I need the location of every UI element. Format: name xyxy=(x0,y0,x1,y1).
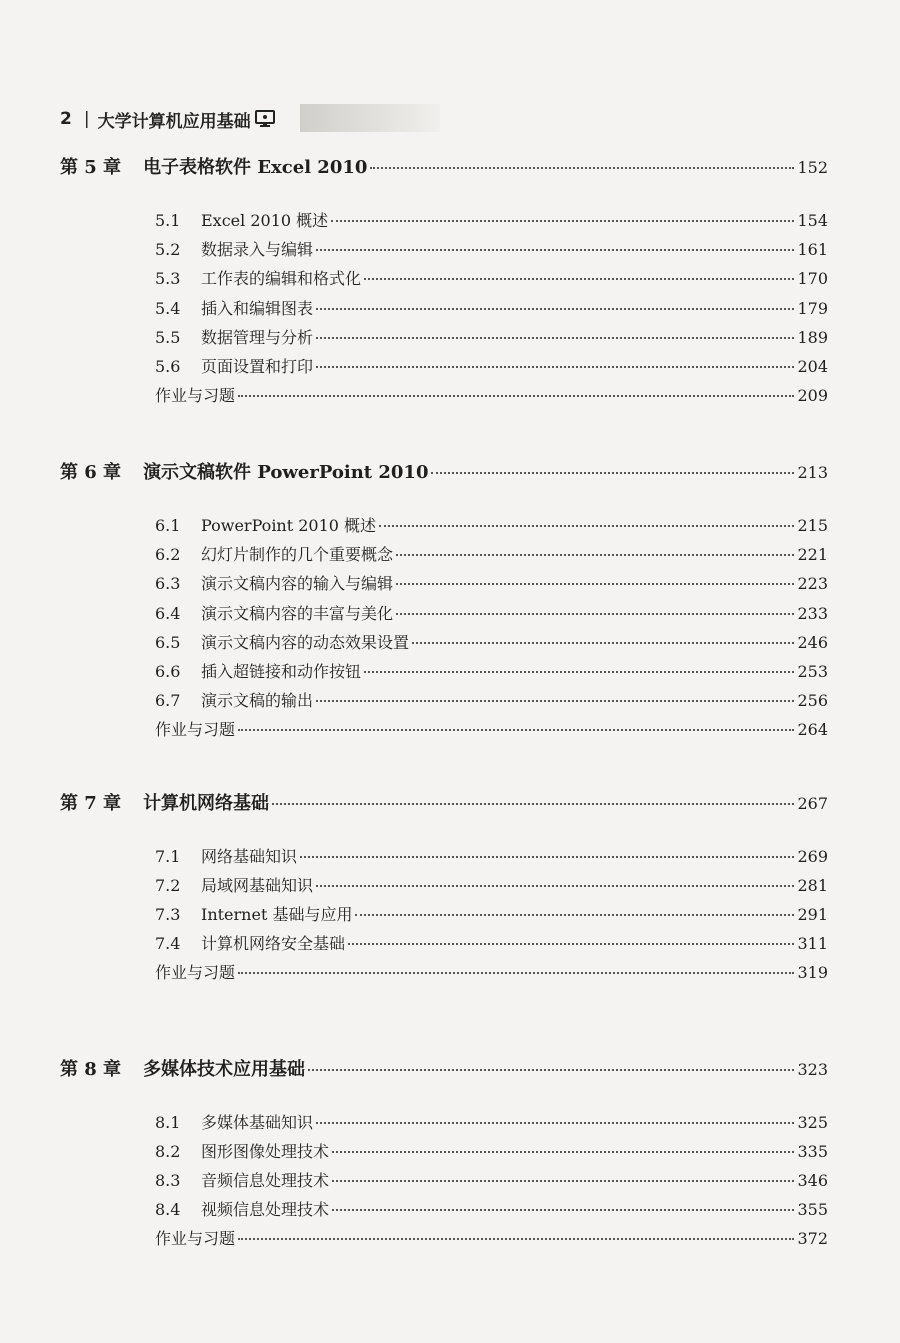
section-number: 6.4 xyxy=(155,603,181,623)
section-title: 数据录入与编辑 xyxy=(201,240,314,260)
dot-leader xyxy=(431,472,794,474)
section-number: 7.1 xyxy=(155,847,181,866)
dot-leader xyxy=(316,1122,794,1124)
section-title: 插入超链接和动作按钮 xyxy=(201,662,362,681)
section-title: 演示文稿的输出 xyxy=(201,691,314,711)
section-title: 作业与习题 xyxy=(155,1229,236,1248)
section-number: 7.2 xyxy=(155,876,181,895)
section-page: 179 xyxy=(797,298,828,318)
section-title: 工作表的编辑和格式化 xyxy=(201,269,362,289)
section-page: 161 xyxy=(797,240,828,260)
section-title: PowerPoint 2010 概述 xyxy=(201,516,377,535)
section-title: 作业与习题 xyxy=(155,720,236,740)
dot-leader xyxy=(396,554,794,556)
chapter-number: 第 8 章 xyxy=(60,1059,122,1080)
exercises-entry[interactable] xyxy=(155,383,828,406)
dot-leader xyxy=(396,583,794,585)
section-title: 网络基础知识 xyxy=(201,847,298,866)
section-number: 5.3 xyxy=(155,269,181,289)
dot-leader xyxy=(238,972,794,974)
dot-leader xyxy=(364,278,794,280)
section-page: 209 xyxy=(797,386,828,406)
dot-leader xyxy=(348,943,794,945)
chapter-number: 第 7 章 xyxy=(60,793,122,814)
section-number: 6.1 xyxy=(155,516,181,535)
section-page: 372 xyxy=(797,1229,828,1248)
book-title: 大学计算机应用基础 xyxy=(97,111,251,132)
section-page: 355 xyxy=(797,1200,828,1219)
section-entry[interactable] xyxy=(155,1110,828,1133)
running-header xyxy=(60,104,275,134)
dot-leader xyxy=(332,1180,794,1182)
section-number: 8.4 xyxy=(155,1200,181,1219)
header-separator: | xyxy=(83,109,90,129)
dot-leader xyxy=(331,220,794,222)
section-number: 6.7 xyxy=(155,691,181,711)
section-number: 8.2 xyxy=(155,1142,181,1161)
dot-leader xyxy=(379,525,794,527)
section-number: 5.6 xyxy=(155,357,181,376)
section-page: 256 xyxy=(797,691,828,711)
section-entry[interactable] xyxy=(155,873,828,896)
dot-leader xyxy=(308,1069,794,1071)
dot-leader xyxy=(316,337,794,339)
section-number: 5.4 xyxy=(155,298,181,318)
section-entry[interactable] xyxy=(155,688,828,711)
chapter-page: 323 xyxy=(797,1060,828,1079)
section-page: 233 xyxy=(797,603,828,623)
dot-leader xyxy=(272,803,794,805)
section-page: 281 xyxy=(797,876,828,895)
section-number: 5.1 xyxy=(155,211,181,230)
section-entry[interactable] xyxy=(155,354,828,377)
section-title: Excel 2010 概述 xyxy=(201,211,329,230)
section-entry[interactable] xyxy=(155,1168,828,1191)
computer-monitor-icon xyxy=(255,110,275,128)
section-number: 5.2 xyxy=(155,240,181,260)
dot-leader xyxy=(355,914,794,916)
section-page: 221 xyxy=(797,545,828,565)
section-number: 6.2 xyxy=(155,545,181,565)
section-page: 246 xyxy=(797,632,828,652)
section-title: 作业与习题 xyxy=(155,386,236,406)
dot-leader xyxy=(238,1238,794,1240)
section-entry[interactable] xyxy=(155,513,828,536)
section-number: 6.6 xyxy=(155,662,181,681)
chapter-entry[interactable] xyxy=(60,1055,828,1081)
dot-leader xyxy=(332,1151,794,1153)
section-number: 5.5 xyxy=(155,327,181,347)
section-page: 291 xyxy=(797,905,828,924)
dot-leader xyxy=(316,249,794,251)
exercises-entry[interactable] xyxy=(155,717,828,740)
dot-leader xyxy=(316,308,794,310)
chapter-page: 213 xyxy=(797,463,828,482)
section-entry[interactable] xyxy=(155,931,828,954)
dot-leader xyxy=(316,885,794,887)
section-title: 数据管理与分析 xyxy=(201,327,314,347)
section-title: 插入和编辑图表 xyxy=(201,298,314,318)
dot-leader xyxy=(370,167,794,169)
section-title: 图形图像处理技术 xyxy=(201,1142,330,1161)
dot-leader xyxy=(300,856,794,858)
section-page: 170 xyxy=(797,269,828,289)
section-title: 演示文稿内容的动态效果设置 xyxy=(201,632,410,652)
section-page: 154 xyxy=(797,211,828,230)
chapter-entry[interactable] xyxy=(60,789,828,815)
chapter-page: 267 xyxy=(797,794,828,813)
dot-leader xyxy=(396,613,794,615)
section-page: 311 xyxy=(797,934,828,953)
section-title: 多媒体基础知识 xyxy=(201,1113,314,1132)
section-entry[interactable] xyxy=(155,1197,828,1220)
section-entry[interactable] xyxy=(155,325,828,348)
dot-leader xyxy=(316,366,794,368)
section-entry[interactable] xyxy=(155,296,828,319)
header-shading xyxy=(300,104,440,132)
section-page: 264 xyxy=(797,720,828,740)
chapter-title: 电子表格软件 Excel 2010 xyxy=(143,157,368,178)
section-page: 319 xyxy=(797,963,828,982)
section-page: 335 xyxy=(797,1142,828,1161)
section-number: 7.3 xyxy=(155,905,181,924)
section-number: 8.1 xyxy=(155,1113,181,1132)
section-number: 6.3 xyxy=(155,574,181,594)
dot-leader xyxy=(238,729,794,731)
section-title: 演示文稿内容的输入与编辑 xyxy=(201,574,394,594)
dot-leader xyxy=(316,700,794,702)
section-entry[interactable] xyxy=(155,571,828,594)
section-number: 8.3 xyxy=(155,1171,181,1190)
chapter-entry[interactable] xyxy=(60,153,828,179)
section-entry[interactable] xyxy=(155,902,828,925)
section-number: 7.4 xyxy=(155,934,181,953)
dot-leader xyxy=(412,642,794,644)
section-page: 269 xyxy=(797,847,828,866)
section-title: 幻灯片制作的几个重要概念 xyxy=(201,545,394,565)
section-entry[interactable] xyxy=(155,266,828,289)
section-entry[interactable] xyxy=(155,208,828,231)
section-page: 215 xyxy=(797,516,828,535)
dot-leader xyxy=(332,1209,794,1211)
section-page: 223 xyxy=(797,574,828,594)
section-entry[interactable] xyxy=(155,630,828,653)
section-page: 346 xyxy=(797,1171,828,1190)
chapter-title: 多媒体技术应用基础 xyxy=(143,1059,306,1080)
section-entry[interactable] xyxy=(155,542,828,565)
chapter-title: 演示文稿软件 PowerPoint 2010 xyxy=(143,462,429,483)
section-page: 253 xyxy=(797,662,828,681)
section-entry[interactable] xyxy=(155,659,828,682)
dot-leader xyxy=(238,395,794,397)
section-title: Internet 基础与应用 xyxy=(201,905,353,924)
section-title: 音频信息处理技术 xyxy=(201,1171,330,1190)
chapter-number: 第 5 章 xyxy=(60,157,122,178)
section-number: 6.5 xyxy=(155,632,181,652)
exercises-entry[interactable] xyxy=(155,960,828,983)
section-page: 189 xyxy=(797,327,828,347)
section-page: 204 xyxy=(797,357,828,376)
page-number: 2 xyxy=(60,109,72,129)
section-entry[interactable] xyxy=(155,601,828,624)
section-title: 页面设置和打印 xyxy=(201,357,314,376)
chapter-entry[interactable] xyxy=(60,458,828,484)
section-entry[interactable] xyxy=(155,237,828,260)
section-title: 演示文稿内容的丰富与美化 xyxy=(201,603,394,623)
dot-leader xyxy=(364,671,794,673)
section-page: 325 xyxy=(797,1113,828,1132)
section-title: 局域网基础知识 xyxy=(201,876,314,895)
section-title: 作业与习题 xyxy=(155,963,236,982)
chapter-title: 计算机网络基础 xyxy=(143,793,270,814)
chapter-page: 152 xyxy=(797,158,828,177)
chapter-number: 第 6 章 xyxy=(60,462,122,483)
section-entry[interactable] xyxy=(155,1139,828,1162)
exercises-entry[interactable] xyxy=(155,1226,828,1249)
section-title: 计算机网络安全基础 xyxy=(201,934,346,953)
section-title: 视频信息处理技术 xyxy=(201,1200,330,1219)
section-entry[interactable] xyxy=(155,844,828,867)
